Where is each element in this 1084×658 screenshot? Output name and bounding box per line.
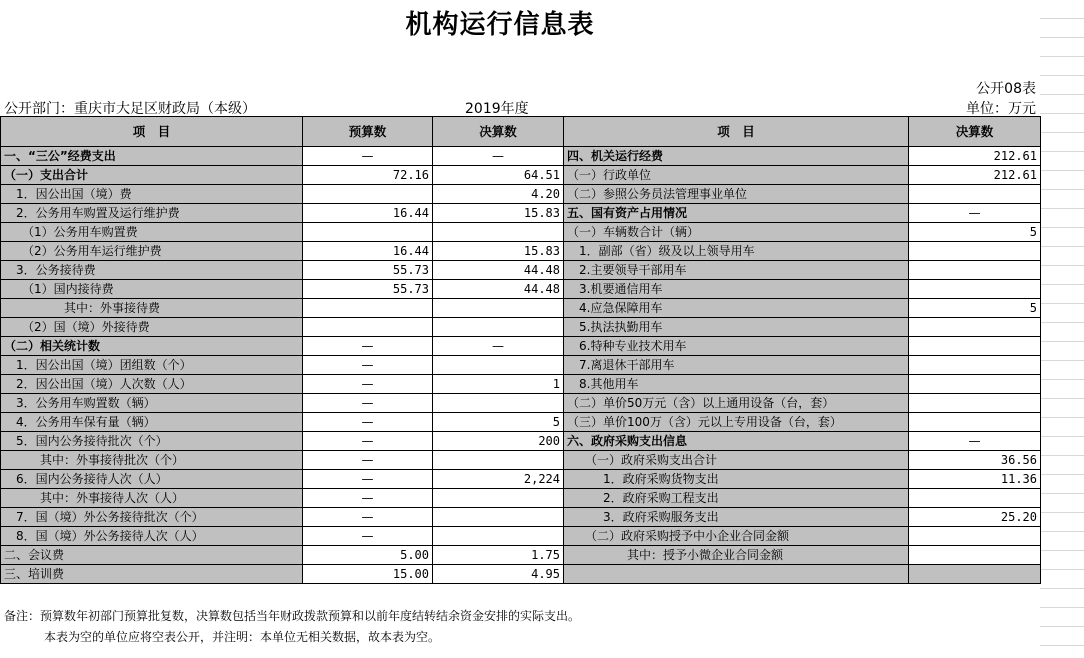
table-row	[1, 546, 1041, 565]
budget-cell: 55.73	[303, 280, 433, 299]
final-right-cell: 212.61	[909, 147, 1041, 166]
table-row	[1, 147, 1041, 166]
right-item-cell: 1．政府采购货物支出	[564, 470, 909, 489]
final-left-cell	[433, 318, 564, 337]
budget-cell	[303, 318, 433, 337]
right-item-cell: 2.主要领导干部用车	[564, 261, 909, 280]
right-item-cell: （一）行政单位	[564, 166, 909, 185]
table-row	[1, 261, 1041, 280]
right-item-cell: 其中：授予小微企业合同金额	[564, 546, 909, 565]
final-left-cell	[433, 489, 564, 508]
budget-cell: —	[303, 508, 433, 527]
form-code: 公开08表	[976, 81, 1036, 97]
final-right-cell	[909, 489, 1041, 508]
budget-cell: 16.44	[303, 204, 433, 223]
final-left-cell	[433, 394, 564, 413]
table-row	[1, 185, 1041, 204]
unit-label: 单位：万元	[966, 101, 1036, 117]
table-row	[1, 451, 1041, 470]
budget-cell: 16.44	[303, 242, 433, 261]
budget-cell: —	[303, 489, 433, 508]
right-item-cell: 五、国有资产占用情况	[564, 204, 909, 223]
final-right-cell: 11.36	[909, 470, 1041, 489]
final-left-cell: 44.48	[433, 280, 564, 299]
final-left-cell: 64.51	[433, 166, 564, 185]
left-item-cell: （1）公务用车购置费	[1, 223, 303, 242]
right-item-cell: 2．政府采购工程支出	[564, 489, 909, 508]
left-item-cell: （一）支出合计	[1, 166, 303, 185]
table-row	[1, 318, 1041, 337]
left-item-cell: 其中：外事接待批次（个）	[1, 451, 303, 470]
final-right-cell	[909, 318, 1041, 337]
notes	[4, 606, 580, 648]
note-line: 备注：预算数年初部门预算批复数，决算数包括当年财政拨款预算和以前年度结转结余资金安排的实际支出。	[4, 609, 581, 623]
left-item-cell: 二、会议费	[1, 546, 303, 565]
final-left-cell	[433, 299, 564, 318]
left-item-cell: （2）国（境）外接待费	[1, 318, 303, 337]
right-item-cell: 1．副部（省）级及以上领导用车	[564, 242, 909, 261]
spreadsheet-gridlines	[1040, 0, 1084, 658]
right-item-cell: （一）车辆数合计（辆）	[564, 223, 909, 242]
table-row	[1, 508, 1041, 527]
left-item-cell: 2．因公出国（境）人次数（人）	[1, 375, 303, 394]
table-row	[1, 527, 1041, 546]
final-right-cell	[909, 527, 1041, 546]
budget-cell: —	[303, 413, 433, 432]
header-right-item: 项 目	[564, 117, 909, 147]
department-label: 公开部门：重庆市大足区财政局（本级）	[4, 101, 256, 117]
left-item-cell: 6．国内公务接待人次（人）	[1, 470, 303, 489]
budget-cell: —	[303, 527, 433, 546]
table-row	[1, 242, 1041, 261]
final-right-cell	[909, 242, 1041, 261]
right-item-cell: （三）单价100万（含）元以上专用设备（台，套）	[564, 413, 909, 432]
right-item-cell: （二）单价50万元（含）以上通用设备（台，套）	[564, 394, 909, 413]
final-left-cell	[433, 451, 564, 470]
left-item-cell: 2．公务用车购置及运行维护费	[1, 204, 303, 223]
final-right-cell: 5	[909, 223, 1041, 242]
left-item-cell: 3．公务用车购置数（辆）	[1, 394, 303, 413]
header-row	[1, 117, 1041, 147]
final-right-cell: 36.56	[909, 451, 1041, 470]
budget-cell	[303, 223, 433, 242]
header-final-left: 决算数	[433, 117, 564, 147]
final-right-cell	[909, 546, 1041, 565]
table-row	[1, 432, 1041, 451]
table-row	[1, 470, 1041, 489]
table-row	[1, 280, 1041, 299]
table-row	[1, 375, 1041, 394]
right-item-cell: 3．政府采购服务支出	[564, 508, 909, 527]
right-item-cell	[564, 565, 909, 584]
final-left-cell	[433, 527, 564, 546]
budget-cell: 5.00	[303, 546, 433, 565]
budget-cell: 72.16	[303, 166, 433, 185]
right-item-cell: （一）政府采购支出合计	[564, 451, 909, 470]
table-title: 机构运行信息表	[405, 10, 595, 40]
budget-cell: —	[303, 470, 433, 489]
final-left-cell: —	[433, 337, 564, 356]
budget-cell	[303, 299, 433, 318]
right-item-cell: 四、机关运行经费	[564, 147, 909, 166]
header-final-right: 决算数	[909, 117, 1041, 147]
table-row	[1, 299, 1041, 318]
final-right-cell: —	[909, 432, 1041, 451]
right-item-cell: 3.机要通信用车	[564, 280, 909, 299]
right-item-cell: 8.其他用车	[564, 375, 909, 394]
table-row	[1, 204, 1041, 223]
header-budget: 预算数	[303, 117, 433, 147]
left-item-cell: 1．因公出国（境）团组数（个）	[1, 356, 303, 375]
left-item-cell: 其中：外事接待费	[1, 299, 303, 318]
final-left-cell	[433, 356, 564, 375]
final-left-cell: 15.83	[433, 204, 564, 223]
final-right-cell	[909, 565, 1041, 584]
final-left-cell: —	[433, 147, 564, 166]
right-item-cell: （二）参照公务员法管理事业单位	[564, 185, 909, 204]
table-row	[1, 356, 1041, 375]
right-item-cell: 六、政府采购支出信息	[564, 432, 909, 451]
final-left-cell: 5	[433, 413, 564, 432]
budget-cell: 15.00	[303, 565, 433, 584]
final-right-cell: 5	[909, 299, 1041, 318]
right-item-cell: 7.离退休干部用车	[564, 356, 909, 375]
final-left-cell: 15.83	[433, 242, 564, 261]
header-left-item: 项 目	[1, 117, 303, 147]
final-right-cell: —	[909, 204, 1041, 223]
left-item-cell: 1．因公出国（境）费	[1, 185, 303, 204]
left-item-cell: 8．国（境）外公务接待人次（人）	[1, 527, 303, 546]
budget-cell: —	[303, 375, 433, 394]
final-right-cell	[909, 413, 1041, 432]
operations-table	[0, 116, 1041, 584]
final-right-cell	[909, 185, 1041, 204]
final-left-cell	[433, 223, 564, 242]
budget-cell: —	[303, 451, 433, 470]
left-item-cell: （1）国内接待费	[1, 280, 303, 299]
table-row	[1, 223, 1041, 242]
final-left-cell: 4.20	[433, 185, 564, 204]
final-left-cell	[433, 508, 564, 527]
left-item-cell: 一、“三公”经费支出	[1, 147, 303, 166]
right-item-cell: 5.执法执勤用车	[564, 318, 909, 337]
final-left-cell: 4.95	[433, 565, 564, 584]
table-row	[1, 166, 1041, 185]
final-left-cell: 1.75	[433, 546, 564, 565]
table-row	[1, 337, 1041, 356]
final-right-cell: 212.61	[909, 166, 1041, 185]
right-item-cell: （二）政府采购授予中小企业合同金额	[564, 527, 909, 546]
final-right-cell	[909, 394, 1041, 413]
table-row	[1, 394, 1041, 413]
budget-cell	[303, 185, 433, 204]
final-left-cell: 2,224	[433, 470, 564, 489]
left-item-cell: 5．国内公务接待批次（个）	[1, 432, 303, 451]
final-right-cell	[909, 356, 1041, 375]
left-item-cell: 三、培训费	[1, 565, 303, 584]
final-right-cell	[909, 261, 1041, 280]
budget-cell: —	[303, 432, 433, 451]
left-item-cell: 4．公务用车保有量（辆）	[1, 413, 303, 432]
left-item-cell: （2）公务用车运行维护费	[1, 242, 303, 261]
budget-cell: 55.73	[303, 261, 433, 280]
fiscal-year: 2019年度	[465, 101, 529, 117]
final-left-cell: 44.48	[433, 261, 564, 280]
final-left-cell: 1	[433, 375, 564, 394]
left-item-cell: （二）相关统计数	[1, 337, 303, 356]
budget-cell: —	[303, 337, 433, 356]
budget-cell: —	[303, 394, 433, 413]
left-item-cell: 3．公务接待费	[1, 261, 303, 280]
budget-cell: —	[303, 356, 433, 375]
final-right-cell: 25.20	[909, 508, 1041, 527]
left-item-cell: 其中：外事接待人次（人）	[1, 489, 303, 508]
table-row	[1, 489, 1041, 508]
note-line: 本表为空的单位应将空表公开，并注明：本单位无相关数据，故本表为空。	[44, 630, 441, 644]
left-item-cell: 7．国（境）外公务接待批次（个）	[1, 508, 303, 527]
final-right-cell	[909, 375, 1041, 394]
table-row	[1, 413, 1041, 432]
final-left-cell: 200	[433, 432, 564, 451]
budget-cell: —	[303, 147, 433, 166]
final-right-cell	[909, 337, 1041, 356]
final-right-cell	[909, 280, 1041, 299]
right-item-cell: 6.特种专业技术用车	[564, 337, 909, 356]
right-item-cell: 4.应急保障用车	[564, 299, 909, 318]
table-row	[1, 565, 1041, 584]
